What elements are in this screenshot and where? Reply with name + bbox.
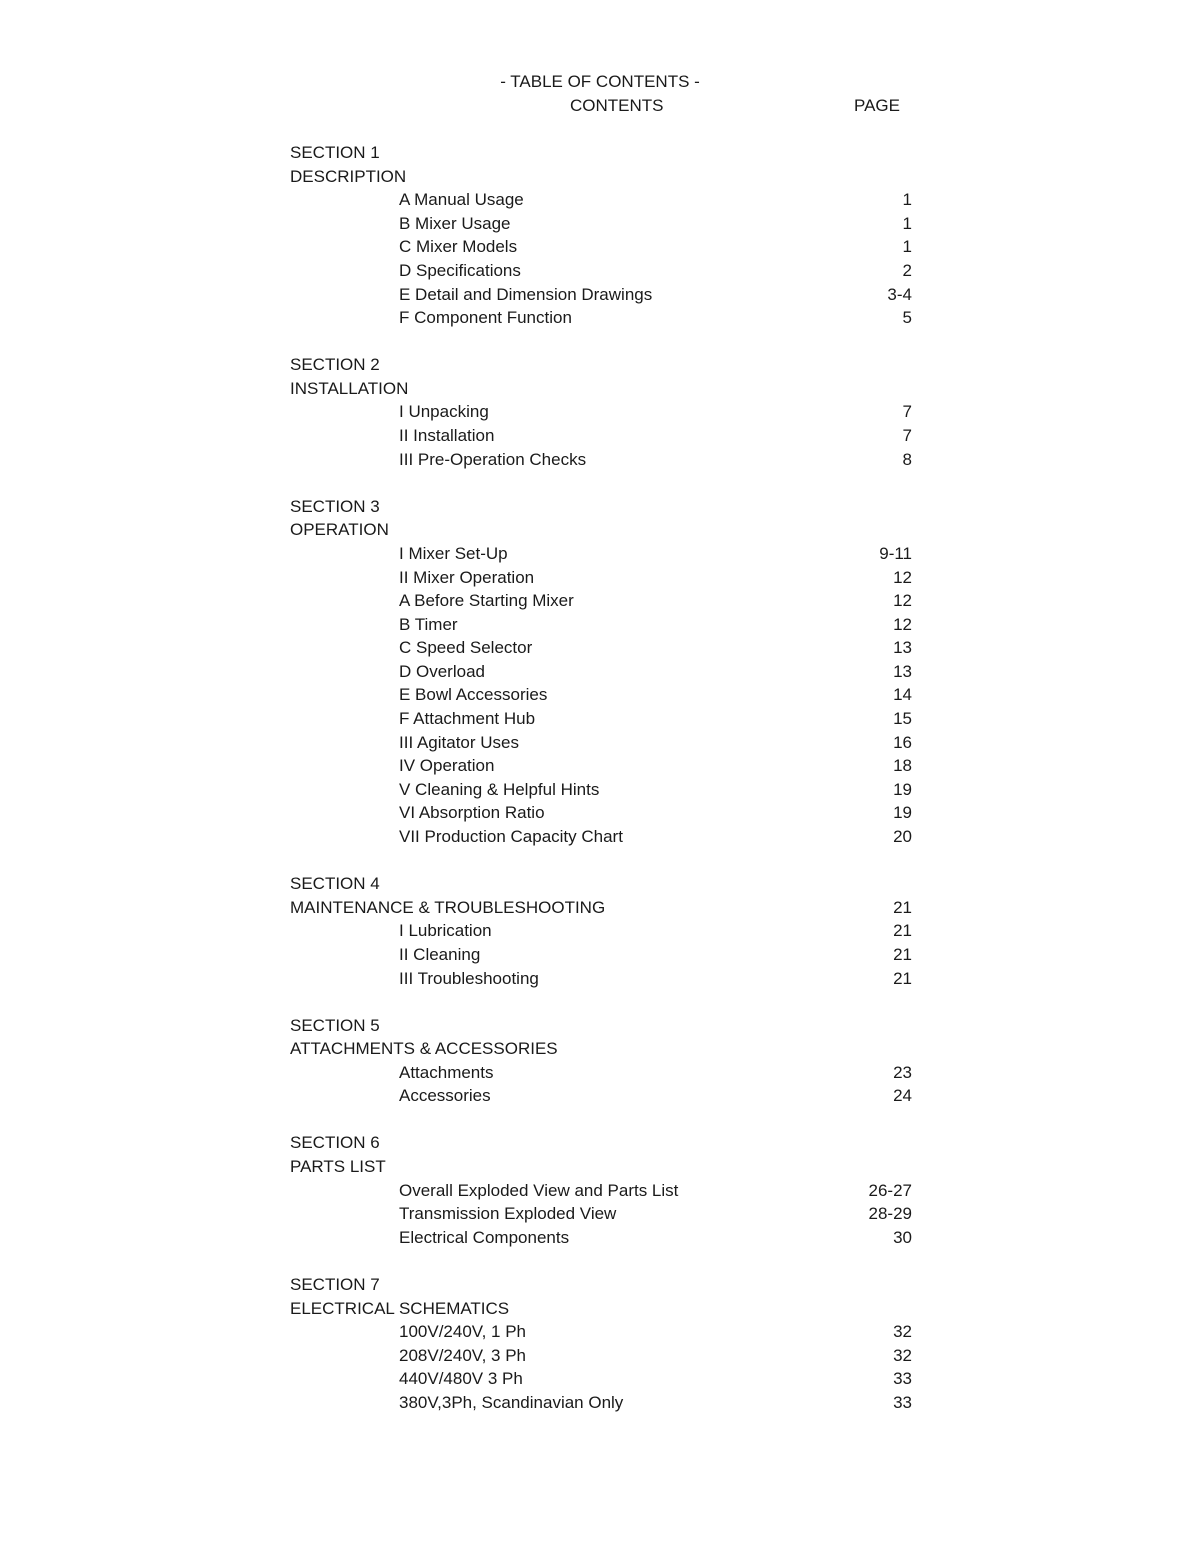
toc-entry-page: 26-27 bbox=[868, 1180, 912, 1200]
toc-entry[interactable] bbox=[290, 733, 912, 757]
toc-entry[interactable] bbox=[290, 402, 912, 426]
toc-entry[interactable] bbox=[290, 945, 912, 969]
section-number-line bbox=[290, 874, 912, 898]
toc-entry-title: B Timer bbox=[399, 614, 458, 634]
section-number: SECTION 1 bbox=[290, 143, 380, 162]
toc-entry[interactable] bbox=[290, 426, 912, 450]
toc-entry-page: 14 bbox=[893, 685, 912, 705]
section-page-number: 21 bbox=[893, 897, 912, 917]
toc-entry-page: 12 bbox=[893, 591, 912, 611]
toc-entry-title: Attachments bbox=[399, 1062, 494, 1082]
toc-entry[interactable] bbox=[290, 568, 912, 592]
toc-entry-page: 2 bbox=[902, 260, 912, 280]
toc-entry-title: I Mixer Set-Up bbox=[399, 543, 508, 563]
toc-entry-title: Electrical Components bbox=[399, 1227, 570, 1247]
toc-entry-page: 24 bbox=[893, 1086, 912, 1106]
section-title-line[interactable] bbox=[290, 520, 912, 544]
toc-entry-page: 1 bbox=[902, 213, 912, 233]
toc-entry-title: III Pre-Operation Checks bbox=[399, 449, 587, 469]
toc-entry[interactable] bbox=[290, 285, 912, 309]
toc-entry-page: 21 bbox=[893, 921, 912, 941]
section-title: ELECTRICAL SCHEMATICS bbox=[290, 1298, 510, 1318]
toc-title: - TABLE OF CONTENTS - bbox=[500, 72, 700, 91]
toc-entry[interactable] bbox=[290, 190, 912, 214]
section-title-line[interactable] bbox=[290, 898, 912, 922]
toc-entry-page: 7 bbox=[902, 426, 912, 446]
contents-column-heading: CONTENTS bbox=[570, 96, 664, 115]
toc-entry[interactable] bbox=[290, 1369, 912, 1393]
section-number-line bbox=[290, 143, 912, 167]
toc-entry-page: 32 bbox=[893, 1345, 912, 1365]
toc-entry[interactable] bbox=[290, 1063, 912, 1087]
toc-entry-title: E Bowl Accessories bbox=[399, 685, 548, 705]
toc-entry[interactable] bbox=[290, 1086, 912, 1110]
section-number: SECTION 7 bbox=[290, 1274, 380, 1294]
section-title-line[interactable] bbox=[290, 1157, 912, 1181]
section-spacer bbox=[290, 1251, 912, 1275]
toc-entry-page: 21 bbox=[893, 968, 912, 988]
toc-entry[interactable] bbox=[290, 803, 912, 827]
section-title-line[interactable] bbox=[290, 1039, 912, 1063]
toc-entry-page: 32 bbox=[893, 1322, 912, 1342]
toc-entry[interactable] bbox=[290, 1393, 912, 1417]
section-number-line bbox=[290, 497, 912, 521]
toc-entry-title: 380V,3Ph, Scandinavian Only bbox=[399, 1392, 624, 1412]
toc-entry[interactable] bbox=[290, 308, 912, 332]
toc-entry-page: 12 bbox=[893, 614, 912, 634]
toc-entry[interactable] bbox=[290, 1346, 912, 1370]
section-number: SECTION 3 bbox=[290, 496, 380, 516]
toc-entry[interactable] bbox=[290, 780, 912, 804]
section-title: PARTS LIST bbox=[290, 1157, 386, 1177]
toc-entry[interactable] bbox=[290, 685, 912, 709]
toc-entry-page: 16 bbox=[893, 732, 912, 752]
section-title: ATTACHMENTS & ACCESSORIES bbox=[290, 1039, 558, 1059]
toc-entry-title: Overall Exploded View and Parts List bbox=[399, 1180, 679, 1200]
toc-entry-title: V Cleaning & Helpful Hints bbox=[399, 779, 600, 799]
toc-entry-page: 19 bbox=[893, 803, 912, 823]
toc-entry-title: I Unpacking bbox=[399, 402, 489, 422]
toc-list bbox=[290, 143, 912, 1417]
toc-entry-title: E Detail and Dimension Drawings bbox=[399, 284, 653, 304]
section-title-line[interactable] bbox=[290, 167, 912, 191]
section-title: OPERATION bbox=[290, 520, 389, 540]
toc-entry-title: 440V/480V 3 Ph bbox=[399, 1369, 523, 1389]
toc-entry-page: 30 bbox=[893, 1227, 912, 1247]
toc-entry[interactable] bbox=[290, 544, 912, 568]
toc-entry-title: II Cleaning bbox=[399, 944, 481, 964]
toc-entry[interactable] bbox=[290, 214, 912, 238]
toc-entry[interactable] bbox=[290, 450, 912, 474]
toc-entry-title: C Mixer Models bbox=[399, 237, 518, 257]
toc-entry-page: 21 bbox=[893, 944, 912, 964]
toc-entry[interactable] bbox=[290, 756, 912, 780]
toc-entry-page: 13 bbox=[893, 661, 912, 681]
toc-entry-title: III Agitator Uses bbox=[399, 732, 519, 752]
toc-entry[interactable] bbox=[290, 1322, 912, 1346]
toc-entry-page: 1 bbox=[902, 237, 912, 257]
toc-entry[interactable] bbox=[290, 662, 912, 686]
section-title: DESCRIPTION bbox=[290, 166, 407, 186]
section-spacer bbox=[290, 332, 912, 356]
toc-entry-page: 3-4 bbox=[887, 284, 912, 304]
toc-entry-title: D Specifications bbox=[399, 260, 521, 280]
toc-entry-title: B Mixer Usage bbox=[399, 213, 511, 233]
toc-entry[interactable] bbox=[290, 709, 912, 733]
toc-entry-page: 9-11 bbox=[879, 543, 912, 563]
toc-entry[interactable] bbox=[290, 1181, 912, 1205]
toc-entry[interactable] bbox=[290, 969, 912, 993]
toc-entry-title: Transmission Exploded View bbox=[399, 1204, 617, 1224]
section-number: SECTION 5 bbox=[290, 1015, 380, 1035]
section-number-line bbox=[290, 1275, 912, 1299]
toc-entry-title: 208V/240V, 3 Ph bbox=[399, 1345, 526, 1365]
toc-entry-page: 18 bbox=[893, 756, 912, 776]
toc-entry-page: 12 bbox=[893, 567, 912, 587]
toc-entry-title: III Troubleshooting bbox=[399, 968, 539, 988]
toc-entry-title: II Mixer Operation bbox=[399, 567, 535, 587]
toc-entry-title: VII Production Capacity Chart bbox=[399, 827, 623, 847]
toc-entry-page: 1 bbox=[902, 190, 912, 210]
toc-entry-title: F Attachment Hub bbox=[399, 709, 536, 729]
toc-entry-title: A Before Starting Mixer bbox=[399, 591, 574, 611]
section-spacer bbox=[290, 992, 912, 1016]
toc-entry[interactable] bbox=[290, 615, 912, 639]
toc-entry-page: 15 bbox=[893, 709, 912, 729]
toc-entry-page: 7 bbox=[902, 402, 912, 422]
section-title-line[interactable] bbox=[290, 1299, 912, 1323]
toc-entry-title: D Overload bbox=[399, 661, 485, 681]
toc-entry[interactable] bbox=[290, 921, 912, 945]
section-number: SECTION 6 bbox=[290, 1133, 380, 1153]
section-title: INSTALLATION bbox=[290, 378, 409, 398]
section-title-line[interactable] bbox=[290, 379, 912, 403]
toc-entry-page: 19 bbox=[893, 779, 912, 799]
section-number-line bbox=[290, 355, 912, 379]
toc-entry-page: 33 bbox=[893, 1369, 912, 1389]
toc-entry-title: I Lubrication bbox=[399, 921, 492, 941]
toc-entry-title: A Manual Usage bbox=[399, 190, 524, 210]
section-number: SECTION 4 bbox=[290, 874, 380, 894]
toc-entry-title: 100V/240V, 1 Ph bbox=[399, 1322, 526, 1342]
toc-entry-title: F Component Function bbox=[399, 308, 572, 328]
toc-entry-title: Accessories bbox=[399, 1086, 491, 1106]
toc-entry[interactable] bbox=[290, 1204, 912, 1228]
section-spacer bbox=[290, 473, 912, 497]
toc-entry-page: 8 bbox=[902, 449, 912, 469]
toc-entry-title: VI Absorption Ratio bbox=[399, 803, 545, 823]
toc-entry-title: C Speed Selector bbox=[399, 638, 533, 658]
toc-entry-page: 23 bbox=[893, 1062, 912, 1082]
toc-entry-page: 20 bbox=[893, 827, 912, 847]
toc-entry[interactable] bbox=[290, 638, 912, 662]
toc-entry-page: 33 bbox=[893, 1392, 912, 1412]
section-number: SECTION 2 bbox=[290, 355, 380, 375]
section-number-line bbox=[290, 1133, 912, 1157]
toc-entry[interactable] bbox=[290, 827, 912, 851]
section-spacer bbox=[290, 851, 912, 875]
toc-entry[interactable] bbox=[290, 261, 912, 285]
toc-entry-page: 5 bbox=[902, 308, 912, 328]
section-number-line bbox=[290, 1016, 912, 1040]
toc-entry[interactable] bbox=[290, 591, 912, 615]
toc-entry-page: 13 bbox=[893, 638, 912, 658]
toc-entry-title: II Installation bbox=[399, 426, 495, 446]
page-column-heading: PAGE bbox=[854, 96, 900, 115]
section-title: MAINTENANCE & TROUBLESHOOTING bbox=[290, 897, 606, 917]
section-spacer bbox=[290, 1110, 912, 1134]
toc-entry-title: IV Operation bbox=[399, 756, 495, 776]
toc-entry[interactable] bbox=[290, 1228, 912, 1252]
toc-entry[interactable] bbox=[290, 237, 912, 261]
toc-entry-page: 28-29 bbox=[868, 1204, 912, 1224]
